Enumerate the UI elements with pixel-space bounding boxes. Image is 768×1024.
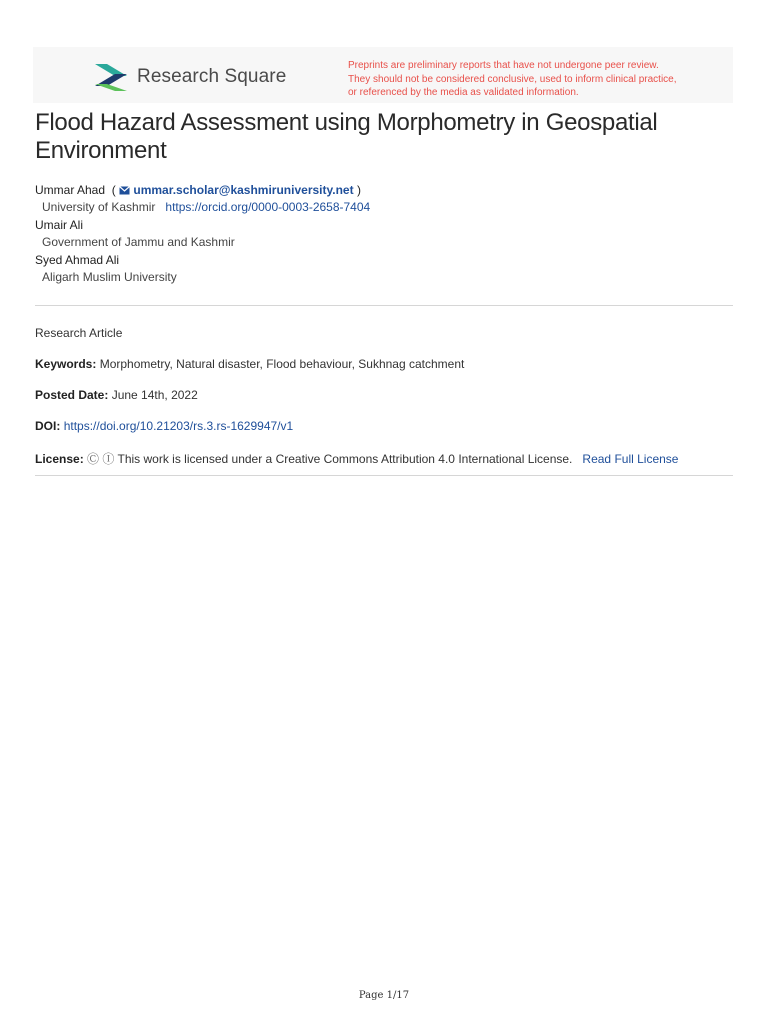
doi-label: DOI: xyxy=(35,419,61,433)
license-text: This work is licensed under a Creative Commons Attribution 4.0 International License. xyxy=(117,452,573,466)
posted-date-row xyxy=(35,388,198,402)
page-number: Page 1/17 xyxy=(358,990,410,1001)
envelope-icon xyxy=(119,186,130,195)
paper-title: Flood Hazard Assessment using Morphometry in Geospatial Environment xyxy=(35,109,658,164)
license-label: License: xyxy=(35,452,84,466)
author-email-link[interactable]: ummar.scholar@kashmiruniversity.net xyxy=(133,183,354,197)
keywords-row xyxy=(35,357,464,371)
creative-commons-icon: Ⓒ Ⓘ xyxy=(87,452,115,466)
author-name: Syed Ahmad Ali xyxy=(35,253,120,267)
section-divider xyxy=(35,475,733,476)
author-name: Ummar Ahad ( ummar.scholar@kashmiruniversity.net ) xyxy=(35,183,361,197)
license-row xyxy=(35,450,678,467)
disclaimer-line: Preprints are preliminary reports that have not undergone peer review. xyxy=(348,60,659,71)
author-name: Umair Ali xyxy=(35,218,84,232)
research-square-logo-icon xyxy=(93,62,129,92)
section-divider xyxy=(35,305,733,306)
keywords-value: Morphometry, Natural disaster, Flood behaviour, Sukhnag catchment xyxy=(99,357,465,371)
author-affiliation: Government of Jammu and Kashmir xyxy=(42,235,235,249)
research-square-logo[interactable] xyxy=(93,62,286,92)
preprint-disclaimer xyxy=(348,59,728,100)
article-type: Research Article xyxy=(35,326,123,340)
disclaimer-line: or referenced by the media as validated information. xyxy=(348,87,579,98)
doi-row xyxy=(35,419,293,433)
author-affiliation: Aligarh Muslim University xyxy=(42,270,177,284)
orcid-link[interactable]: https://orcid.org/0000-0003-2658-7404 xyxy=(165,200,371,214)
read-full-license-link[interactable]: Read Full License xyxy=(582,452,679,466)
disclaimer-line: They should not be considered conclusive, used to inform clinical practice, xyxy=(348,73,677,85)
author-affiliation: University of Kashmir https://orcid.org/0000-0003-2658-7404 xyxy=(42,200,371,214)
doi-link[interactable]: https://doi.org/10.21203/rs.3.rs-1629947/v1 xyxy=(63,419,294,433)
author-list xyxy=(35,182,370,287)
posted-date-label: Posted Date: xyxy=(35,388,109,402)
posted-date-value: June 14th, 2022 xyxy=(111,388,198,402)
keywords-label: Keywords: xyxy=(35,357,97,371)
logo-text: Research Square xyxy=(137,66,287,87)
